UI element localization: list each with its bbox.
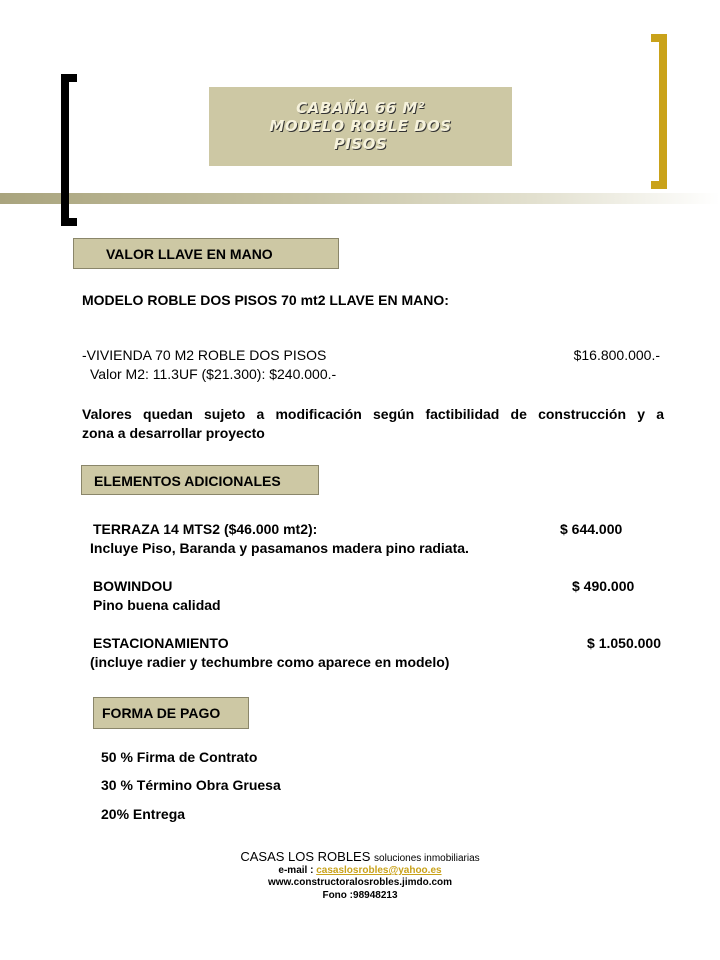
item-bowindou-name: BOWINDOU (93, 578, 173, 594)
valor-m2: Valor M2: 11.3UF ($21.300): $240.000.- (90, 366, 337, 382)
elementos-adicionales-label: ELEMENTOS ADICIONALES (81, 465, 319, 495)
company-name: CASAS LOS ROBLES (240, 849, 371, 864)
footer-website[interactable]: www.constructoralosrobles.jimdo.com (267, 877, 453, 888)
nota-line-1: Valores quedan sujeto a modificación según factibilidad de construcción y a (82, 406, 664, 422)
item-terraza-price: $ 644.000 (560, 521, 623, 537)
pago-item-3: 20% Entrega (101, 806, 186, 822)
vivienda-label: -VIVIENDA 70 M2 ROBLE DOS PISOS (82, 347, 327, 363)
left-bracket-decoration (61, 74, 77, 226)
footer-company (0, 849, 720, 864)
item-estacionamiento-desc: (incluye radier y techumbre como aparece en modelo) (90, 654, 450, 670)
footer-phone: Fono :98948213 (322, 890, 398, 901)
email-link[interactable]: casaslosrobles@yahoo.es (316, 865, 442, 876)
email-label: e-mail : (278, 865, 317, 876)
pago-item-1: 50 % Firma de Contrato (101, 749, 258, 765)
pago-item-2: 30 % Término Obra Gruesa (101, 777, 281, 793)
decorative-gradient-bar (0, 193, 720, 204)
forma-de-pago-label: FORMA DE PAGO (93, 697, 249, 729)
valor-llave-label: VALOR LLAVE EN MANO (73, 238, 339, 269)
item-estacionamiento-name: ESTACIONAMIENTO (93, 635, 229, 651)
vivienda-price: $16.800.000.- (573, 347, 660, 363)
item-terraza-desc: Incluye Piso, Baranda y pasamanos madera pino radiata. (90, 540, 469, 556)
item-estacionamiento-price: $ 1.050.000 (587, 635, 661, 651)
item-terraza-name: TERRAZA 14 MTS2 ($46.000 mt2): (93, 521, 318, 537)
title-line-2: MODELO ROBLE DOS (269, 117, 452, 135)
item-bowindou-desc: Pino buena calidad (93, 597, 221, 613)
right-bracket-decoration (651, 34, 667, 189)
footer-email-line (0, 865, 720, 876)
item-bowindou-price: $ 490.000 (572, 578, 635, 594)
modelo-heading: MODELO ROBLE DOS PISOS 70 mt2 LLAVE EN MANO: (82, 292, 449, 308)
company-tagline: soluciones inmobiliarias (374, 853, 480, 864)
title-line-1: CABAÑA 66 M² (296, 99, 425, 117)
nota-line-2: zona a desarrollar proyecto (82, 425, 265, 441)
title-line-3: PISOS (333, 135, 388, 153)
page-title (209, 99, 512, 153)
